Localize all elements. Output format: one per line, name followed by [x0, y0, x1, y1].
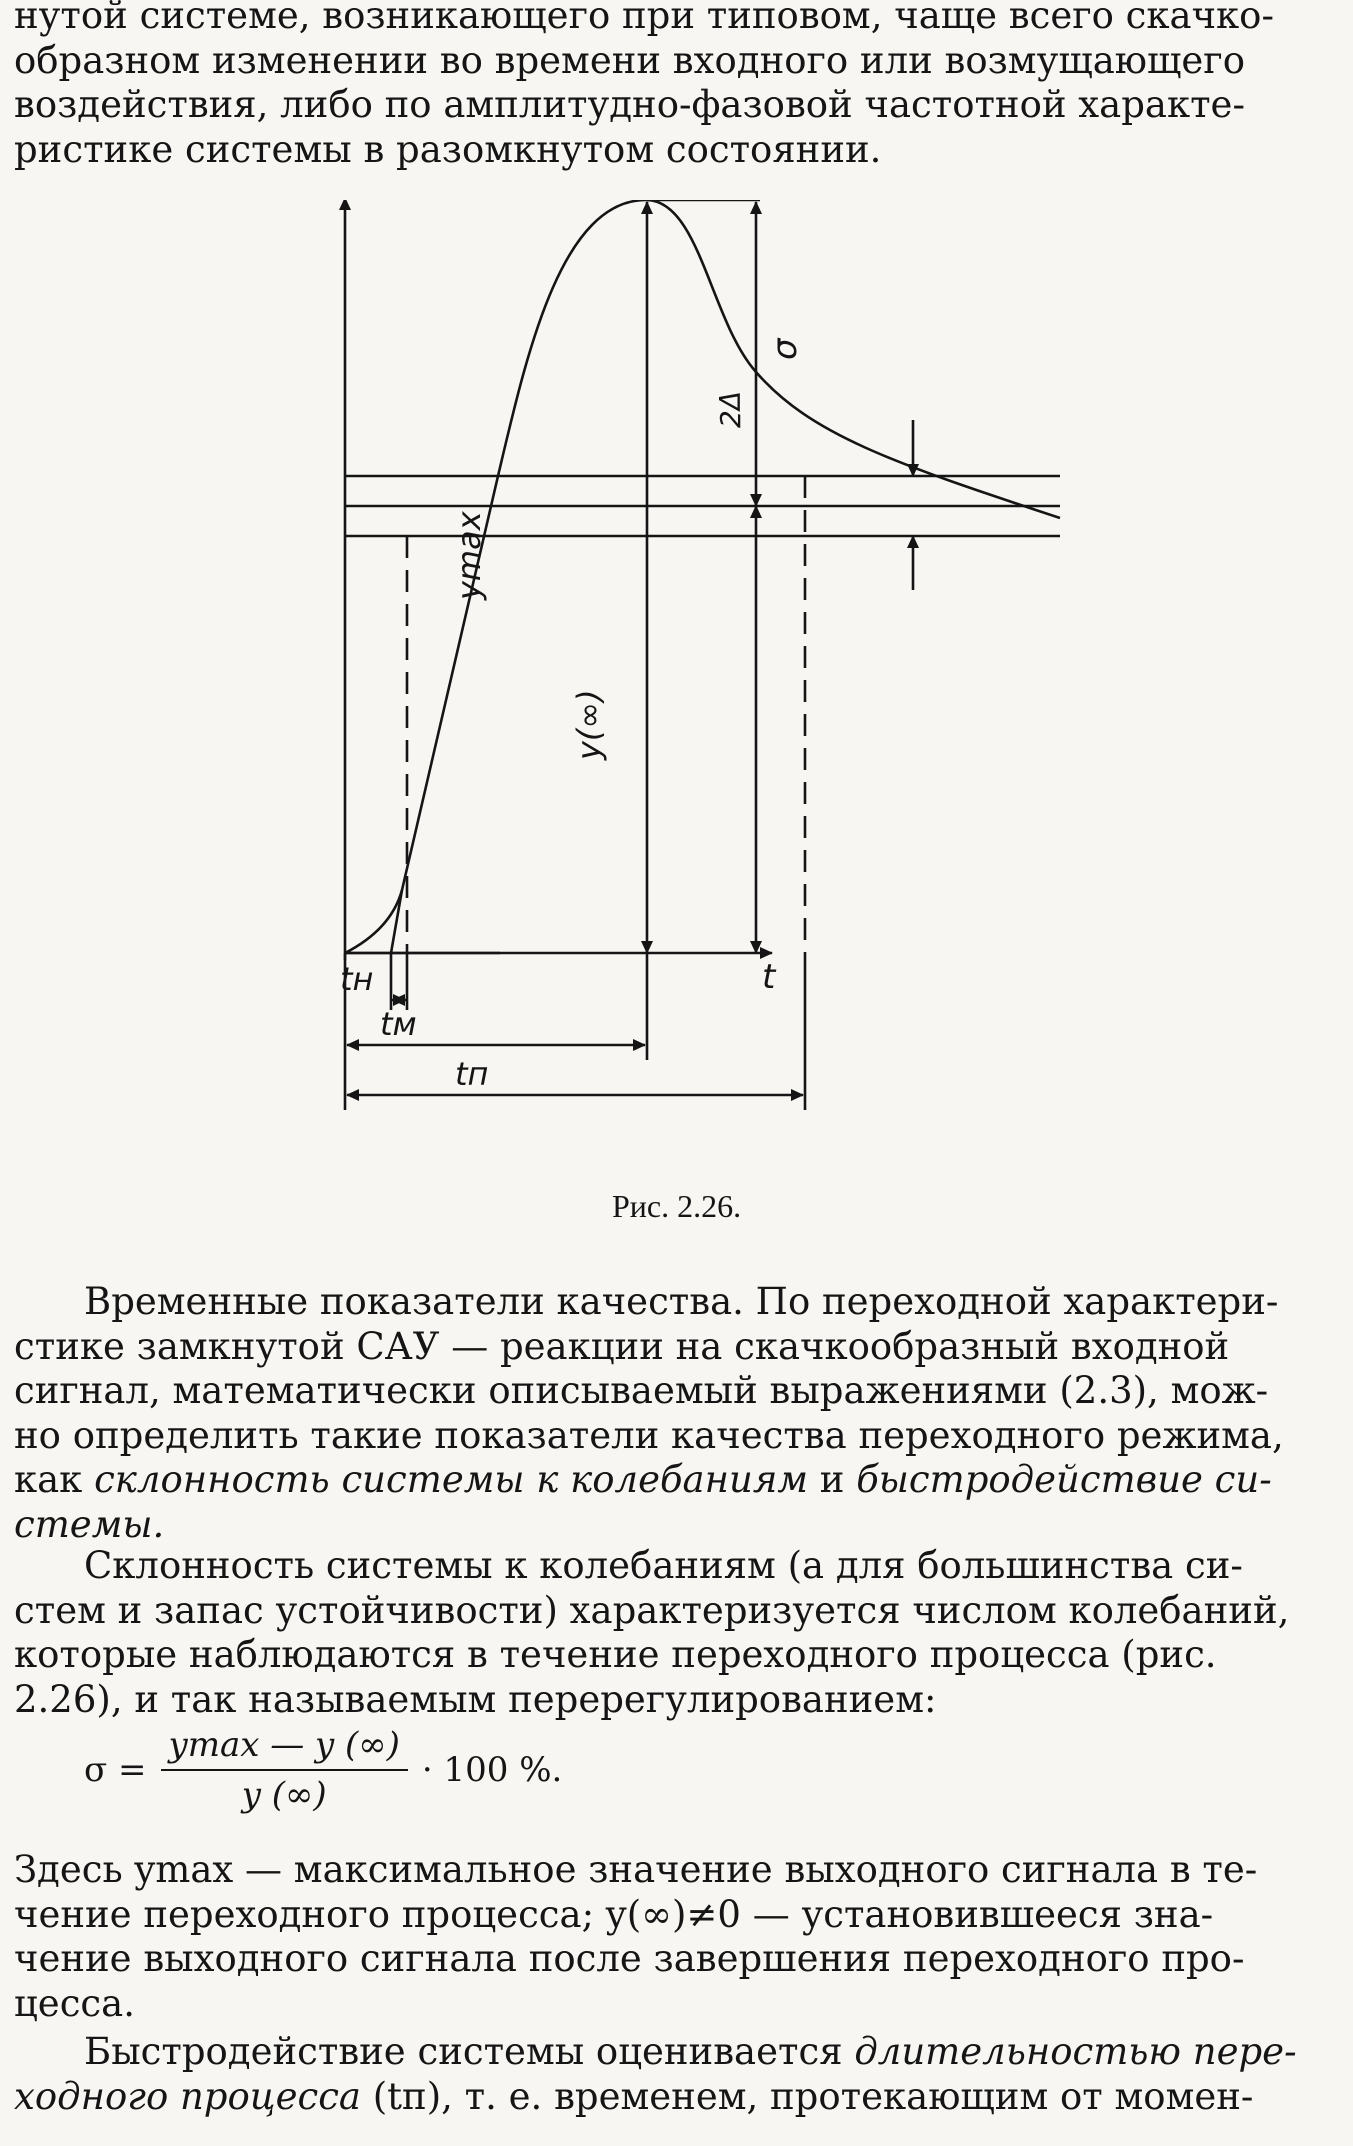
italic-run: стемы.	[14, 1502, 165, 1546]
text-line: нутой системе, возникающего при типовом, чаще всего скачко-	[14, 0, 1274, 37]
text-line: Склонность системы к колебаниям (а для большинства си-	[84, 1544, 1243, 1587]
text-line: стем и запас устойчивости) характеризуется числом колебаний,	[14, 1588, 1290, 1632]
top-paragraph	[14, 0, 1336, 172]
two-delta-label: 2Δ	[714, 391, 747, 428]
text-line: образном изменении во времени входного или возмущающего	[14, 38, 1245, 82]
text-line: чение переходного процесса; y(∞)≠0 — установившееся зна-	[14, 1892, 1214, 1936]
text-line: Здесь ymax — максимальное значение выходного сигнала в те-	[14, 1848, 1258, 1891]
text-line: цесса.	[14, 1981, 135, 2025]
text-line: сигнал, математически описываемый выражениями (2.3), мож-	[14, 1369, 1269, 1412]
ymax-label: ymax	[450, 511, 488, 600]
text-line: но определить такие показатели качества переходного режима,	[14, 1413, 1284, 1457]
overshoot-formula	[84, 1720, 562, 1820]
formula-rhs: · 100 %.	[421, 1750, 563, 1790]
text-line: ристике системы в разомкнутом состоянии.	[14, 127, 882, 171]
italic-run: быстродействие си-	[856, 1458, 1272, 1501]
paragraph-time-indicators	[14, 1280, 1336, 1547]
text-line: чение выходного сигнала после завершения переходного про-	[14, 1937, 1245, 1980]
text-line	[14, 1458, 1336, 1503]
formula-denominator: y (∞)	[241, 1775, 327, 1815]
italic-run: склонность системы к колебаниям	[94, 1458, 808, 1501]
italic-run: длительностью пере-	[854, 2030, 1297, 2073]
paragraph-oscillation	[14, 1544, 1336, 1722]
paragraph-definitions	[14, 1848, 1336, 2026]
sigma-label: σ	[765, 338, 805, 360]
transient-response-figure	[300, 200, 1080, 1180]
text-run: Быстродействие системы оценивается	[84, 2030, 855, 2073]
formula-numerator: ymax — y (∞)	[161, 1725, 408, 1771]
tangent-line	[391, 890, 402, 953]
formula-lhs: σ =	[84, 1750, 147, 1790]
tp-label: tп	[455, 1055, 489, 1093]
yinf-label: y(∞)	[570, 689, 608, 760]
text-line: воздействия, либо по амплитудно-фазовой частотной характе-	[14, 83, 1245, 126]
italic-run: ходного процесса	[14, 2074, 361, 2118]
text-line	[14, 1503, 1336, 1548]
text-line: Временные показатели качества. По переходной характери-	[84, 1280, 1279, 1323]
text-run: (tп), т. е. временем, протекающим от момен-	[360, 2074, 1254, 2118]
tm-label: tм	[380, 1005, 417, 1043]
tn-label: tн	[340, 960, 374, 998]
text-line: 2.26), и так называемым перерегулированием:	[14, 1677, 937, 1721]
figure-caption: Рис. 2.26.	[611, 1188, 742, 1224]
text-line: которые наблюдаются в течение переходного процесса (рис.	[14, 1633, 1217, 1676]
formula-fraction	[161, 1725, 408, 1815]
text-line: стике замкнутой САУ — реакции на скачкообразный входной	[14, 1324, 1230, 1368]
text-run: и	[808, 1458, 857, 1501]
text-line	[14, 2075, 1336, 2120]
paragraph-speed	[14, 2030, 1336, 2119]
text-line	[14, 2030, 1336, 2075]
x-axis-label: t	[762, 957, 776, 997]
text-run: как	[14, 1458, 95, 1501]
